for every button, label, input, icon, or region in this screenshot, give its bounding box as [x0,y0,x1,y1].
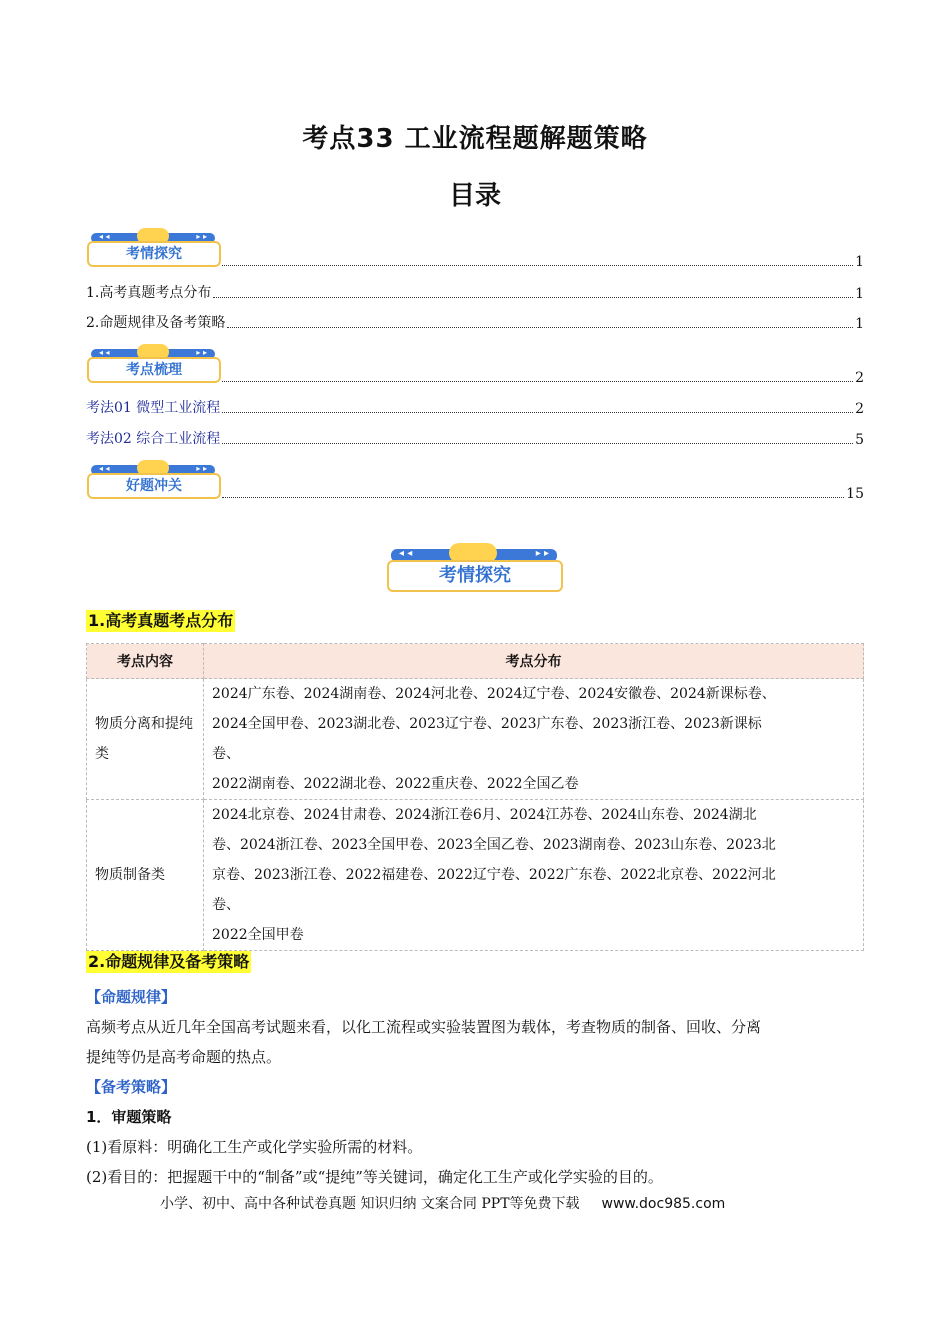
column-header: 考点分布 [204,644,864,679]
rule-text: 高频考点从近几年全国高考试题来看，以化工流程或实验装置图为载体，考查物质的制备、回收、分离 [86,1018,762,1036]
toc-page: 1 [855,316,864,332]
page-title: 考点33 工业流程题解题策略 [302,124,648,154]
toc-page: 2 [855,370,864,386]
arrow-left-icon: ◂ ◂ [99,348,110,357]
arrow-right-icon: ▸ ▸ [196,464,207,473]
distribution-line: 卷、 [212,746,240,762]
distribution-cell [204,800,864,951]
section-heading-distribution: 1.高考真题考点分布 [88,611,234,630]
toc-leader [222,265,853,266]
distribution-line: 卷、2024浙江卷、2023全国甲卷、2023全国乙卷、2023湖南卷、2023山东卷、2023北 [212,837,776,853]
strategy-item: (2)看目的：把握题干中的“制备”或“提纯”等关键词，确定化工生产或化学实验的目的。 [86,1168,663,1186]
toc-page: 1 [855,254,864,270]
toc-entry-method-02[interactable] [86,428,864,448]
table-row [87,800,864,951]
distribution-line: 2024全国甲卷、2023湖北卷、2023辽宁卷、2023广东卷、2023浙江卷、2023新课标 [212,716,762,732]
table-row [87,679,864,800]
distribution-cell [204,679,864,800]
strategy-label: 【备考策略】 [86,1078,177,1096]
toc-entry-rules[interactable] [86,312,864,332]
toc-entry-method-01[interactable] [86,397,864,417]
toc-leader [222,443,853,444]
toc-page: 5 [855,432,864,448]
arrow-left-icon: ◂ ◂ [99,232,110,241]
section-badge-explore [387,543,563,593]
footer [160,1193,725,1213]
toc-leader [227,327,853,328]
arrow-right-icon: ▸ ▸ [196,232,207,241]
footer-link[interactable]: www.doc985.com [601,1196,726,1212]
distribution-table [86,643,864,951]
toc-label: 考法01 微型工业流程 [86,400,221,416]
toc-label: 1.高考真题考点分布 [86,285,212,301]
table-header-row [87,644,864,679]
arrow-right-icon: ▸ ▸ [196,348,207,357]
footer-text: 小学、初中、高中各种试卷真题 知识归纳 文案合同 PPT等免费下载 [160,1196,580,1212]
column-header: 考点内容 [87,644,204,679]
distribution-line: 京卷、2023浙江卷、2022福建卷、2022辽宁卷、2022广东卷、2022北京卷、2022河北 [212,867,776,883]
toc-label: 2.命题规律及备考策略 [86,315,226,331]
badge-label: 考情探究 [87,241,221,267]
section-heading-rules: 2.命题规律及备考策略 [88,952,250,971]
rule-label: 【命题规律】 [86,988,177,1006]
badge-review[interactable] [87,344,219,382]
toc-page: 2 [855,401,864,417]
distribution-line: 2024广东卷、2024湖南卷、2024河北卷、2024辽宁卷、2024安徽卷、2024新课标卷、 [212,686,776,702]
distribution-line: 卷、 [212,897,240,913]
distribution-line: 2024北京卷、2024甘肃卷、2024浙江卷6月、2024江苏卷、2024山东卷、2024湖北 [212,807,757,823]
distribution-line: 2022湖南卷、2022湖北卷、2022重庆卷、2022全国乙卷 [212,776,579,792]
arrow-left-icon: ◂ ◂ [399,548,413,559]
toc-title: 目录 [448,181,501,211]
arrow-right-icon: ▸ ▸ [535,548,549,559]
toc-entry-explore[interactable] [220,250,864,270]
badge-label: 考情探究 [387,560,563,592]
distribution-line: 2022全国甲卷 [212,927,304,943]
badge-label: 好题冲关 [87,473,221,499]
toc-leader [222,497,844,498]
toc-leader [222,381,853,382]
toc-leader [213,297,853,298]
rules-block [86,982,864,1192]
toc-page: 1 [855,286,864,302]
toc-page: 15 [846,486,864,502]
badge-explore[interactable] [87,228,219,266]
badge-challenge[interactable] [87,460,219,498]
topic-cell: 物质制备类 [87,800,204,951]
rule-text: 提纯等仍是高考命题的热点。 [86,1048,282,1066]
item-heading: 1．审题策略 [86,1108,172,1126]
toc-label: 考法02 综合工业流程 [86,431,221,447]
strategy-item: (1)看原料：明确化工生产或化学实验所需的材料。 [86,1138,423,1156]
toc-leader [222,412,853,413]
toc-entry-distribution[interactable] [86,282,864,302]
toc-entry-challenge[interactable] [220,482,864,502]
topic-cell: 物质分离和提纯类 [87,679,204,800]
arrow-left-icon: ◂ ◂ [99,464,110,473]
toc-entry-review[interactable] [220,366,864,386]
badge-label: 考点梳理 [87,357,221,383]
